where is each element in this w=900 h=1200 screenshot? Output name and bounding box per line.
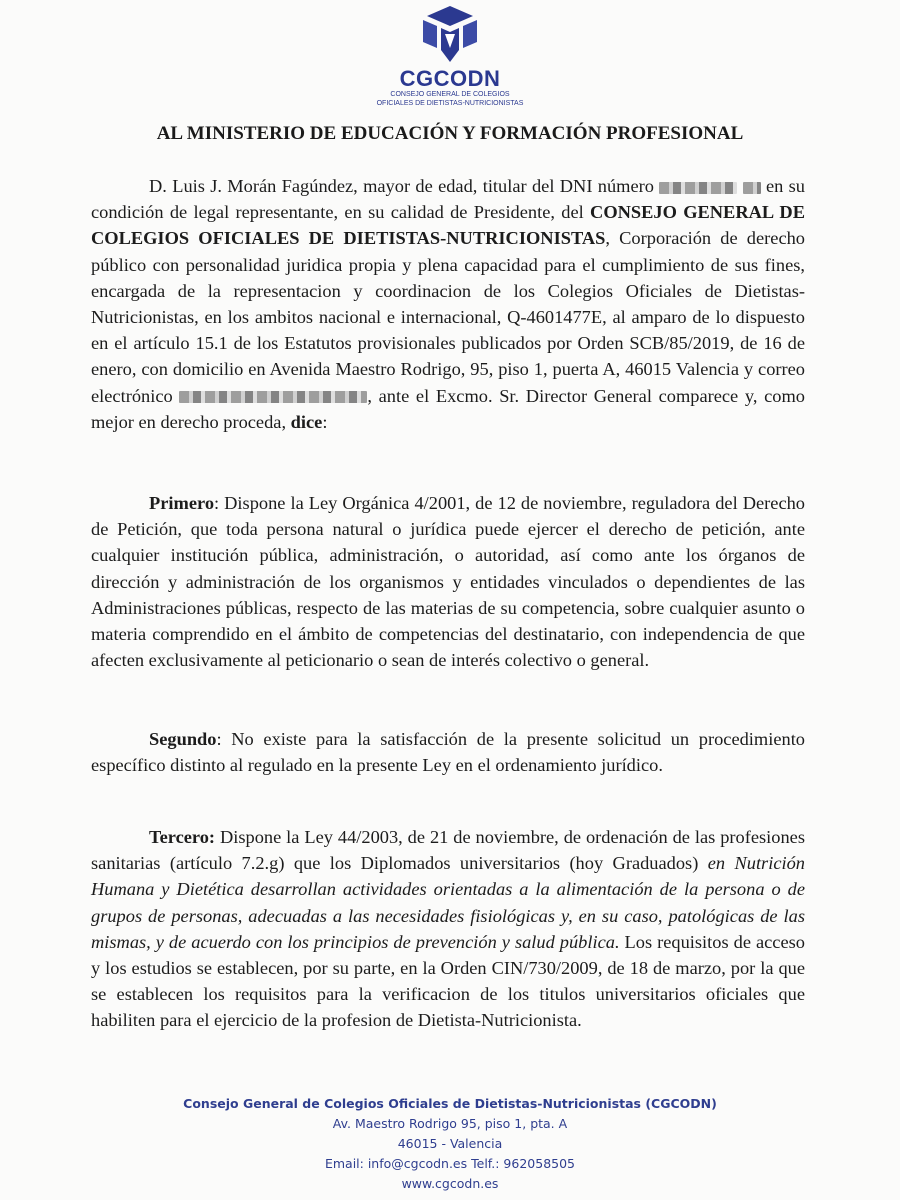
cgcodn-logo (360, 4, 540, 112)
tercero-text-2: Los requisitos de acceso y los estudios se establecen, por su parte, en la Orden CIN/730/2009, de 18 de marzo, por la que se establecen los requisitos para la verificacion de los titulos universitarios oficiales que habiliten para el ejercicio de la profesion de Dietista-Nutricionista. (91, 931, 805, 1031)
document-title: AL MINISTERIO DE EDUCACIÓN Y FORMACIÓN PROFESIONAL (156, 123, 744, 144)
segundo-label: Segundo (149, 729, 217, 749)
intro-text-1: D. Luis J. Morán Fagúndez, mayor de edad, titular del DNI número (149, 176, 654, 196)
redacted-dni (659, 182, 737, 194)
redacted-dni-continued (743, 182, 761, 194)
tercero-label: Tercero: (149, 827, 216, 847)
tercero-paragraph (91, 824, 805, 1034)
primero-label: Primero (149, 493, 215, 513)
logo-subtitle-line2: OFICIALES DE DIETISTAS-NUTRICIONISTAS (376, 100, 524, 107)
tercero-text-1: Dispone la Ley 44/2003, de 21 de noviembre, de ordenación de las profesiones sanitarias (artículo 7.2.g) que los Diplomados universitarios (hoy Graduados) (91, 827, 805, 874)
redacted-email (179, 391, 367, 403)
primero-text: : Dispone la Ley Orgánica 4/2001, de 12 de noviembre, reguladora del Derecho de Petición, que toda persona natural o jurídica puede ejercer el derecho de petición, ante cualquier institución pública, administración, o autoridad, así como ante los órganos de dirección y administración de los organismos y entidades vinculados o dependientes de las Administraciones públicas, respecto de las materias de su competencia, sobre cualquier asunto o materia comprendido en el ámbito de competencias del destinatario, con independencia de que afecten exclusivamente al peticionario o sean de interés colectivo o general. (91, 493, 805, 671)
letterhead-footer (150, 1094, 750, 1194)
tercero-italic-quote: en Nutrición Humana y Dietética desarrollan actividades orientadas a la alimentación de la persona o de grupos de personas, adecuadas a las necesidades fisiológicas y, en su caso, patológicas de las mismas, y de acuerdo con los principios de prevención y salud pública. (91, 853, 805, 952)
footer-organization: Consejo General de Colegios Oficiales de Dietistas-Nutricionistas (CGCODN) (183, 1096, 717, 1111)
footer-address: Av. Maestro Rodrigo 95, piso 1, pta. A (332, 1116, 568, 1131)
logo-subtitle-line1: CONSEJO GENERAL DE COLEGIOS (390, 91, 510, 98)
segundo-text: : No existe para la satisfacción de la presente solicitud un procedimiento específico distinto al regulado en la presente Ley en el ordenamiento jurídico. (91, 729, 805, 776)
footer-website[interactable]: www.cgcodn.es (401, 1176, 499, 1191)
intro-paragraph (91, 173, 805, 435)
segundo-paragraph (91, 726, 805, 778)
footer-contact[interactable]: Email: info@cgcodn.es Telf.: 962058505 (324, 1156, 576, 1171)
intro-text-4: , ante el Excmo. Sr. Director General comparece y, como mejor en derecho proceda, (91, 385, 805, 432)
intro-bold-organization: CONSEJO GENERAL DE COLEGIOS OFICIALES DE DIETISTAS-NUTRICIONISTAS (91, 202, 805, 249)
primero-paragraph (91, 490, 805, 673)
intro-bold-dice: dice (290, 411, 323, 432)
intro-text-3: , Corporación de derecho público con personalidad juridica propia y plena capacidad para el cumplimiento de sus fines, encargada de la representacion y coordinacion de los Colegios Oficiales de Dietistas-Nutricionistas, en los ambitos nacional e internacional, Q-4601477E, al amparo de lo dispuesto en el artículo 15.1 de los Estatutos provisionales publicados por Orden SCB/85/2019, de 16 de enero, con domicilio en Avenida Maestro Rodrigo, 95, piso 1, puerta A, 46015 Valencia y correo electrónico (91, 228, 806, 406)
intro-text-2: en su condición de legal representante, en su calidad de Presidente, del (91, 176, 805, 223)
footer-city: 46015 - Valencia (397, 1136, 503, 1151)
intro-text-5: : (322, 411, 328, 432)
logo-name: CGCODN (399, 66, 501, 91)
cgcodn-logo-icon (417, 4, 483, 66)
